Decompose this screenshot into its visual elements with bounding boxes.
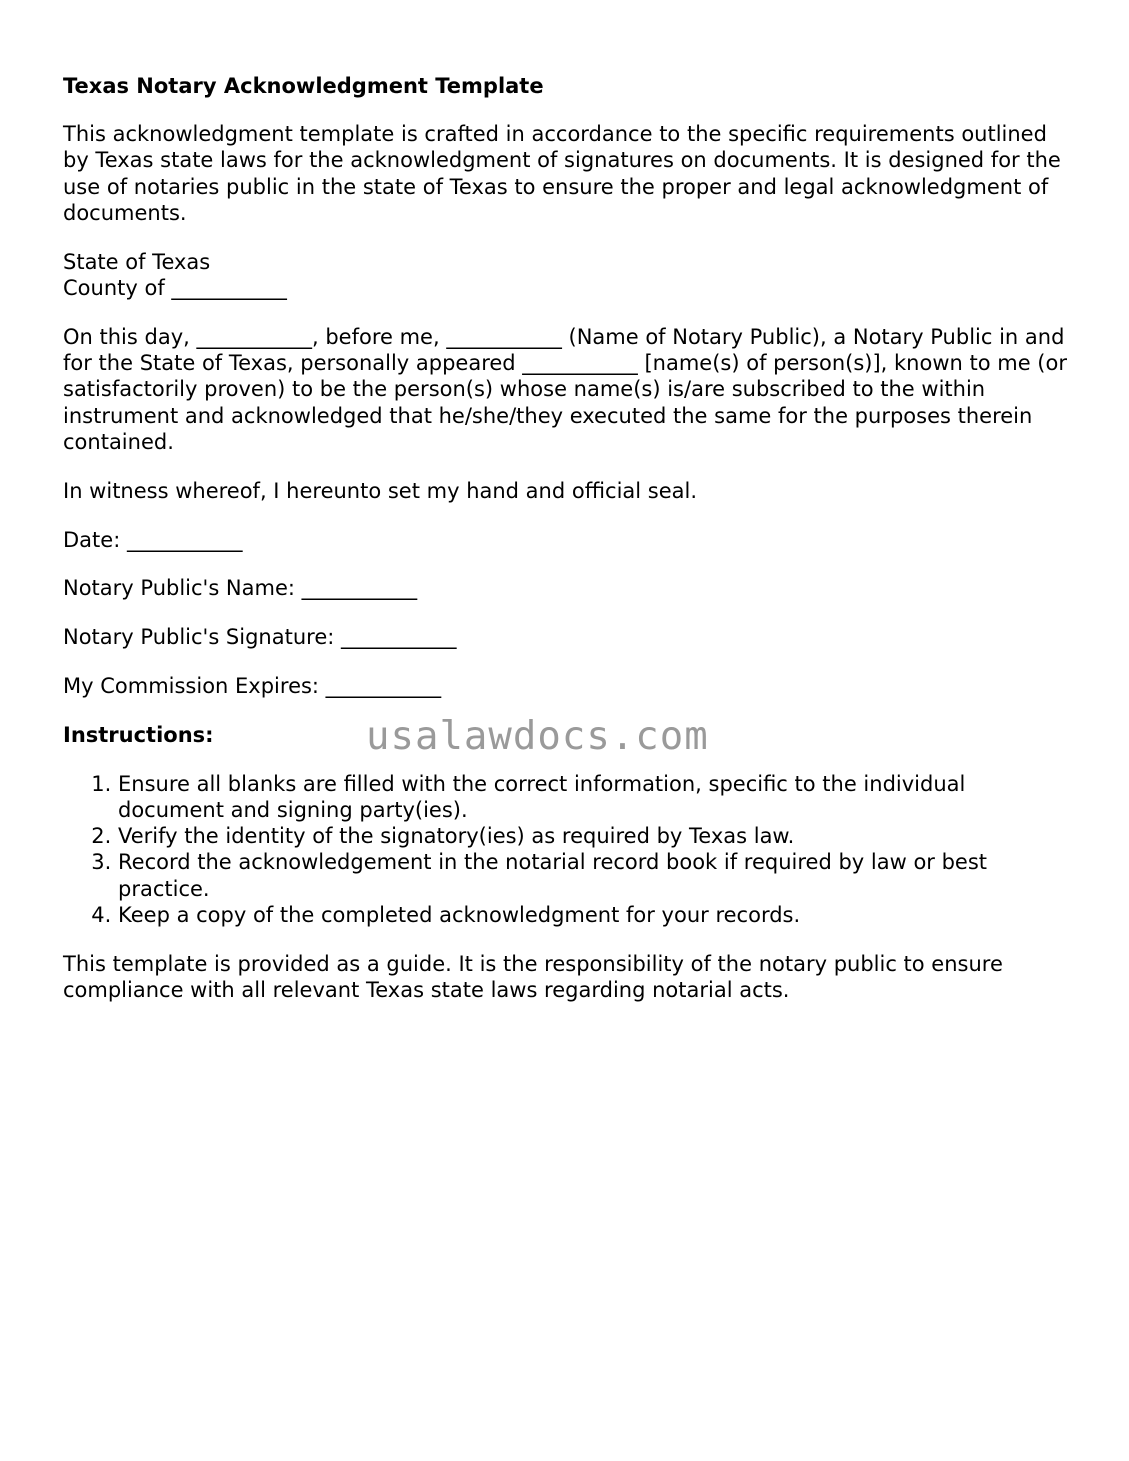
disclaimer-paragraph: This template is provided as a guide. It is the responsibility of the notary public to ensure compliance with all relevant Texas state laws regarding notarial acts. [63, 951, 1003, 1003]
date-field: Date: ___________ [63, 527, 243, 552]
venue-county: County of ___________ [63, 275, 287, 300]
document-title: Texas Notary Acknowledgment Template [63, 74, 544, 98]
instruction-item: 4. Keep a copy of the completed acknowledgment for your records. [118, 902, 1073, 928]
notary-signature-field: Notary Public's Signature: ___________ [63, 625, 457, 650]
instruction-item: 2. Verify the identity of the signatory(ies) as required by Texas law. [118, 823, 1073, 849]
commission-expires-field: My Commission Expires: ___________ [63, 673, 442, 698]
document-page [63, 73, 1073, 1026]
watermark: usalawdocs.com [366, 714, 709, 759]
acknowledgment-body: On this day, ___________, before me, ___________ (Name of Notary Public), a Notary Public in and for the State of Texas, personally appeared ___________ [name(s) of person(s)], known to me (or satisfactorily proven) to be the person(s) whose name(s) is/are subscribed to the within instrument and acknowledged that he/she/they executed the same for the purposes therein contained. [63, 324, 1067, 454]
venue-block [63, 249, 1073, 302]
witness-statement: In witness whereof, I hereunto set my hand and official seal. [63, 478, 698, 503]
instructions-list [63, 771, 1073, 929]
notary-name-field: Notary Public's Name: ___________ [63, 576, 418, 601]
intro-paragraph: This acknowledgment template is crafted in accordance to the specific requirements outlined by Texas state laws for the acknowledgment of signatures on documents. It is designed for the use of notaries public in the state of Texas to ensure the proper and legal acknowledgment of documents. [63, 122, 1061, 225]
venue-state: State of Texas [63, 249, 211, 274]
instructions-heading: Instructions: [63, 722, 214, 747]
instruction-item: 1. Ensure all blanks are filled with the correct information, specific to the individual document and signing party(ies). [118, 771, 1073, 824]
instruction-item: 3. Record the acknowledgement in the notarial record book if required by law or best practice. [118, 849, 1073, 902]
